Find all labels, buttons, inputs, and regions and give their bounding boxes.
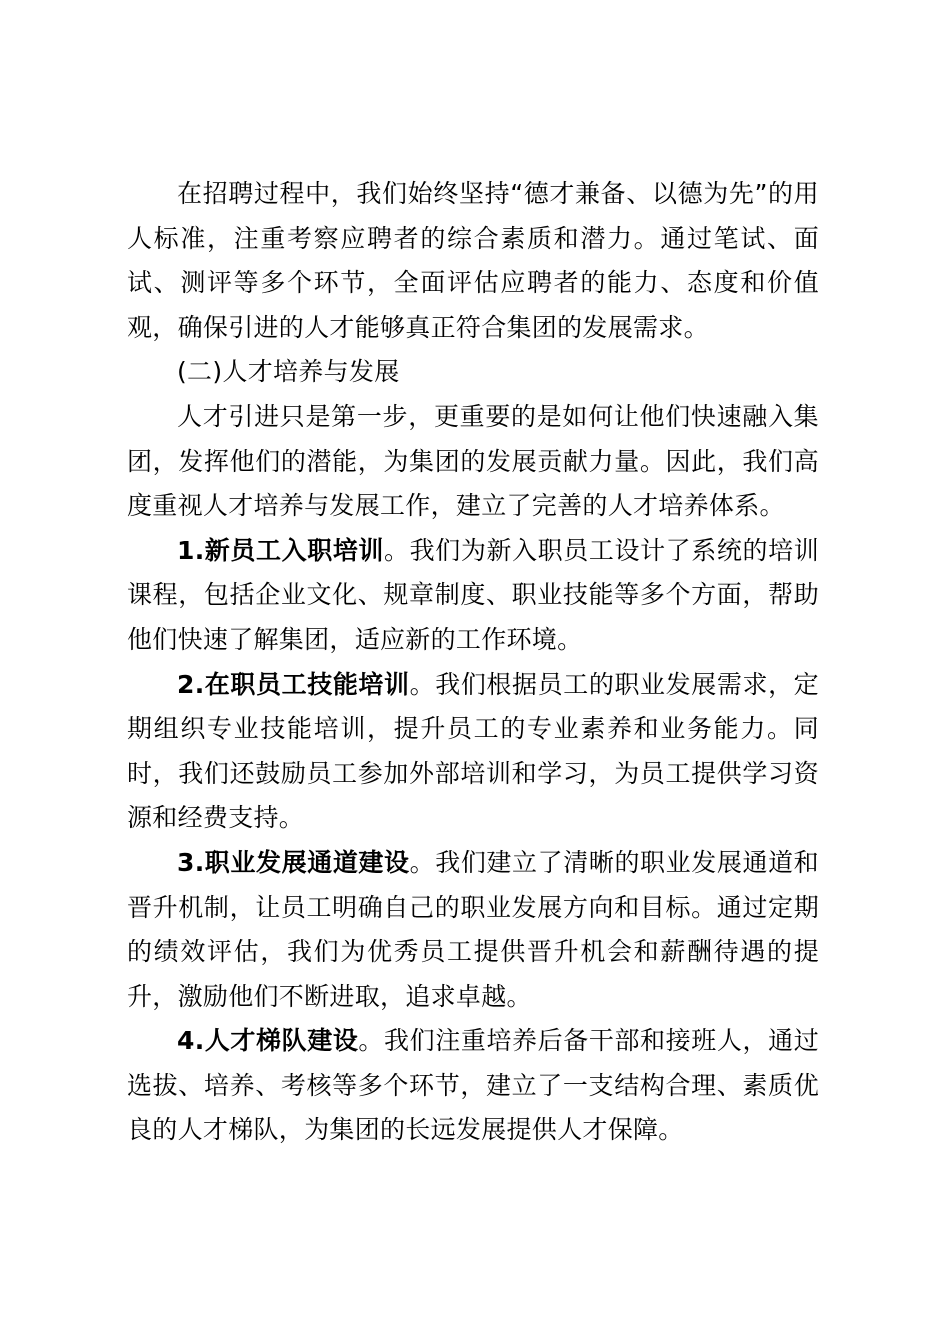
item-new-employee-training	[127, 529, 819, 663]
item-text: 。我们为新入职员工设计了系统的培训课程，包括企业文化、规章制度、职业技能等多个方面，帮助他们快速了解集团，适应新的工作环境。	[127, 535, 819, 654]
item-title: 1.新员工入职培训	[177, 535, 385, 565]
item-career-path	[127, 841, 819, 1019]
item-text: 。我们建立了清晰的职业发展通道和晋升机制，让员工明确自己的职业发展方向和目标。通过定期的绩效评估，我们为优秀员工提供晋升机会和薪酬待遇的提升，激励他们不断进取，追求卓越。	[127, 847, 819, 1011]
item-on-job-training	[127, 663, 819, 841]
item-title: 2.在职员工技能培训	[177, 669, 410, 699]
recruitment-paragraph: 在招聘过程中，我们始终坚持“德才兼备、以德为先”的用人标准，注重考察应聘者的综合素质和潜力。通过笔试、面试、测评等多个环节，全面评估应聘者的能力、态度和价值观，确保引进的人才能够真正符合集团的发展需求。	[127, 179, 819, 342]
item-title: 3.职业发展通道建设	[177, 847, 410, 877]
section-heading-talent-development: (二)人才培养与发展	[177, 357, 400, 387]
talent-development-intro-paragraph: 人才引进只是第一步，更重要的是如何让他们快速融入集团，发挥他们的潜能，为集团的发展贡献力量。因此，我们高度重视人才培养与发展工作，建立了完善的人才培养体系。	[127, 401, 819, 521]
item-text: 。我们根据员工的职业发展需求，定期组织专业技能培训，提升员工的专业素养和业务能力。同时，我们还鼓励员工参加外部培训和学习，为员工提供学习资源和经费支持。	[127, 669, 819, 833]
item-title: 4.人才梯队建设	[177, 1026, 359, 1056]
item-talent-pipeline	[127, 1019, 819, 1153]
item-text: 。我们注重培养后备干部和接班人，通过选拔、培养、考核等多个环节，建立了一支结构合理、素质优良的人才梯队，为集团的长远发展提供人才保障。	[127, 1026, 819, 1145]
document-page	[127, 172, 819, 1153]
